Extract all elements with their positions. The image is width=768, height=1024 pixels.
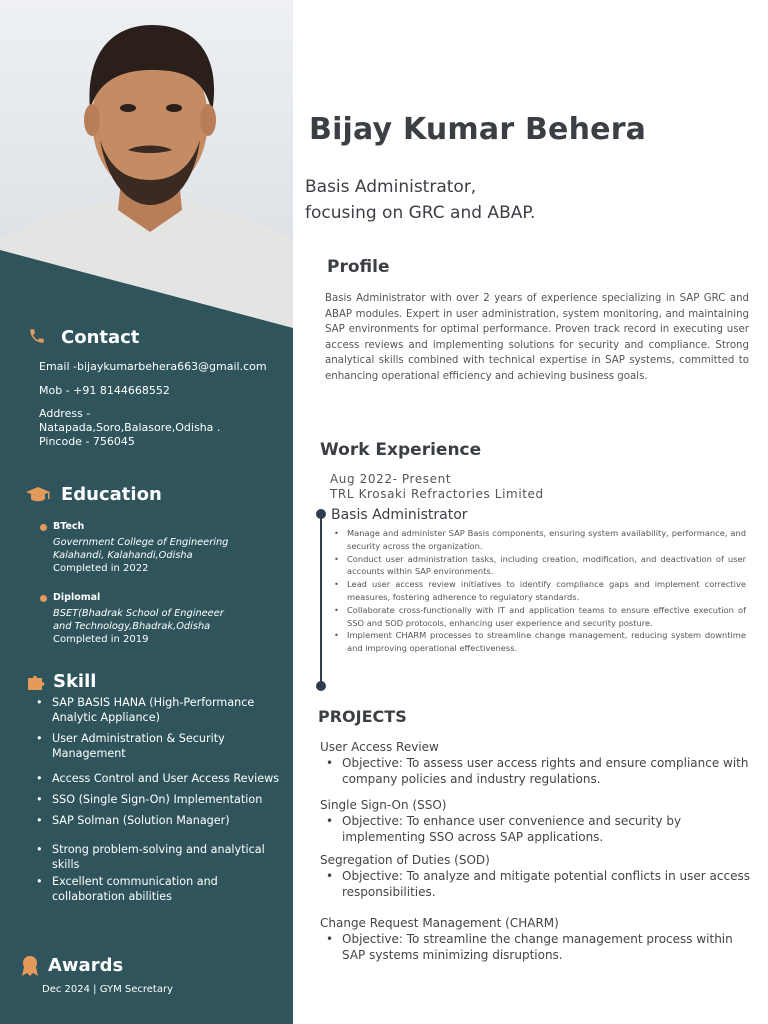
skill-item: • Access Control and User Access Reviews <box>36 771 286 786</box>
job-dates: Aug 2022- Present <box>330 472 452 486</box>
work-experience-heading: Work Experience <box>320 440 482 460</box>
project-objective: • Objective: To assess user access rights and ensure compliance with company policies and industry regulations. <box>320 755 750 787</box>
project-name: Segregation of Duties (SOD) <box>320 853 490 867</box>
award-item: Dec 2024 | GYM Secretary <box>42 984 173 995</box>
education-school: Government College of Engineering <box>53 537 229 548</box>
skill-item: • SSO (Single Sign-On) Implementation <box>36 792 286 807</box>
project-item <box>320 852 750 900</box>
contact-address-line: Natapada,Soro,Balasore,Odisha . <box>39 421 221 434</box>
contact-email[interactable]: Email -bijaykumarbehera663@gmail.com <box>39 360 267 373</box>
skill-item: • SAP Solman (Solution Manager) <box>36 813 286 828</box>
skill-item: • SAP BASIS HANA (High-Performance Analytic Appliance) <box>36 695 286 725</box>
education-degree: Diplomal <box>53 592 101 603</box>
education-school: BSET(Bhadrak School of Engineeer <box>53 608 224 619</box>
skill-item: • Strong problem-solving and analytical skills <box>36 842 286 872</box>
project-name: User Access Review <box>320 740 439 754</box>
profile-heading: Profile <box>327 257 390 277</box>
job-responsibilities <box>332 527 746 655</box>
bullet-dot <box>40 595 47 602</box>
profile-summary: Basis Administrator with over 2 years of experience specializing in SAP GRC and ABAP modules. Expert in user administration, system monitoring, and maintaining SAP environments for optimal performance. Proven track record in executing user access reviews and implementing solutions for security and compliance. Strong analytical skills combined with technical expertise in SAP systems, committed to enhancing operational efficiency and achieving business goals. <box>325 293 749 382</box>
education-completed: Completed in 2022 <box>53 563 149 574</box>
award-icon <box>20 955 40 977</box>
project-name: Change Request Management (CHARM) <box>320 916 559 930</box>
project-objective: • Objective: To enhance user convenience and security by implementing SSO across SAP applications. <box>320 813 750 845</box>
candidate-name: Bijay Kumar Behera <box>309 112 647 147</box>
responsibility-item: • Lead user access review initiatives to identify compliance gaps and implement corrective measures, fostering adherence to regulatory standards. <box>332 578 746 604</box>
skill-list <box>36 695 286 904</box>
puzzle-icon <box>26 672 46 692</box>
project-item <box>320 739 750 787</box>
phone-icon <box>28 327 46 345</box>
project-name: Single Sign-On (SSO) <box>320 798 447 812</box>
project-objective: • Objective: To streamline the change management process within SAP systems minimizing disruptions. <box>320 931 750 963</box>
job-role: Basis Administrator <box>331 507 468 523</box>
job-subtitle <box>305 174 705 226</box>
education-school-location: and Technology,Bhadrak,Odisha <box>53 621 211 632</box>
education-item <box>40 520 285 576</box>
awards-heading: Awards <box>48 955 124 976</box>
education-school-location: Kalahandi, Kalahandi,Odisha <box>53 550 193 561</box>
contact-pincode: Pincode - 756045 <box>39 435 135 448</box>
sidebar <box>0 0 293 1024</box>
education-completed: Completed in 2019 <box>53 634 149 645</box>
project-objective: • Objective: To analyze and mitigate potential conflicts in user access responsibilities. <box>320 868 750 900</box>
bullet-dot <box>40 524 47 531</box>
graduation-cap-icon <box>25 486 51 504</box>
responsibility-item: • Collaborate cross-functionally with IT and application teams to ensure effective execution of SSO and SOD protocols, enhancing user experience and security posture. <box>332 604 746 630</box>
timeline-line <box>320 514 322 686</box>
responsibility-item: • Manage and administer SAP Basis components, ensuring system availability, performance, and security across the organization. <box>332 527 746 553</box>
education-degree: BTech <box>53 521 85 532</box>
project-item <box>320 915 750 963</box>
education-item <box>40 591 285 647</box>
contact-heading: Contact <box>61 327 140 348</box>
timeline-dot <box>316 509 326 519</box>
job-company: TRL Krosaki Refractories Limited <box>330 487 544 501</box>
subtitle-line: focusing on GRC and ABAP. <box>305 203 536 223</box>
skill-item: • User Administration & Security Management <box>36 731 286 761</box>
skill-item: • Excellent communication and collaboration abilities <box>36 874 286 904</box>
sidebar-diagonal <box>0 0 293 340</box>
project-item <box>320 797 750 845</box>
responsibility-item: • Implement CHARM processes to streamline change management, reducing system downtime and improving operational effectiveness. <box>332 629 746 655</box>
projects-heading: PROJECTS <box>318 707 407 726</box>
timeline-dot <box>316 681 326 691</box>
education-heading: Education <box>61 484 162 505</box>
contact-mobile[interactable]: Mob - +91 8144668552 <box>39 384 170 397</box>
subtitle-line: Basis Administrator, <box>305 177 477 197</box>
responsibility-item: • Conduct user administration tasks, including creation, modification, and deactivation of user accounts within SAP environments. <box>332 553 746 579</box>
skill-heading: Skill <box>53 671 97 692</box>
contact-address-label: Address - <box>39 407 91 420</box>
